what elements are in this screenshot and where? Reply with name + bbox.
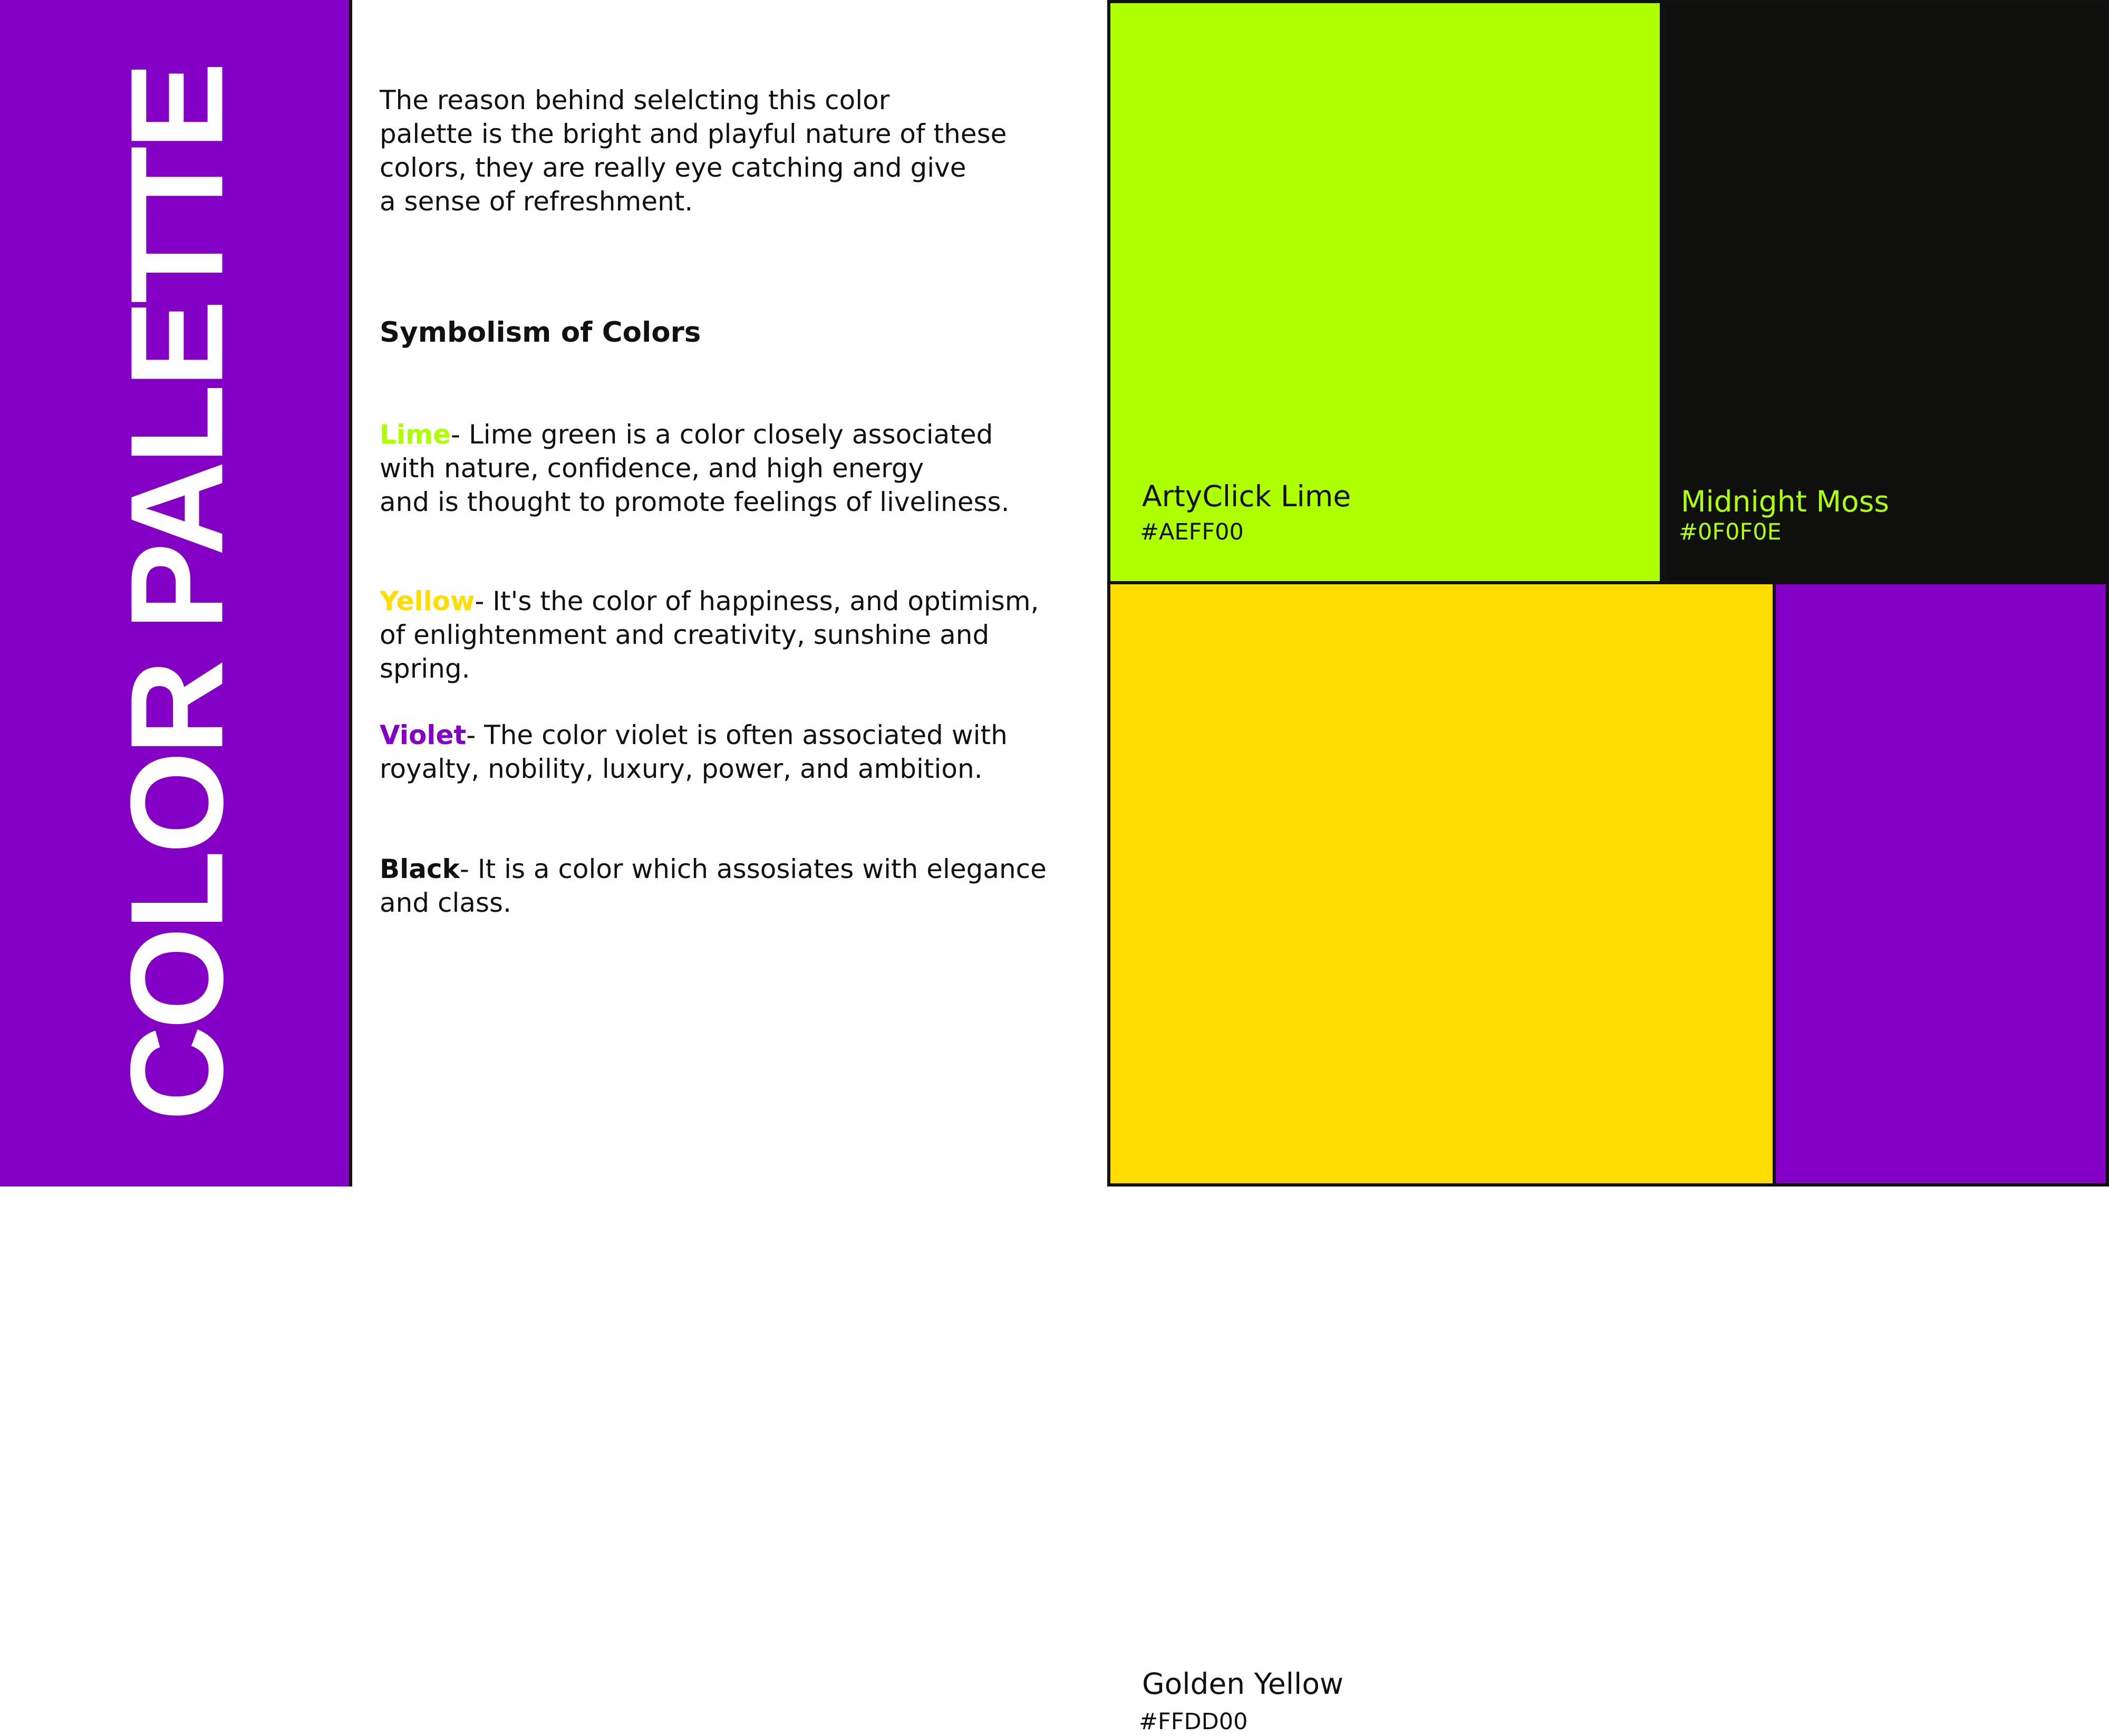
description-panel [352,0,1107,1187]
swatch-french-violet [1773,581,2109,1735]
symbolism-violet [380,684,1086,786]
sidebar-panel [0,0,352,1187]
symbol-name-black: Black [380,854,460,884]
swatch-midnight-moss [1663,0,2109,584]
symbol-name-violet: Violet [380,720,467,750]
swatch-name-french-violet: French Violet [1798,1667,1986,1701]
symbolism-lime [380,384,1086,519]
page-title: COLOR PALETTE [103,65,250,1121]
symbol-name-yellow: Yellow [380,586,475,616]
symbol-name-lime: Lime [380,419,451,450]
swatch-name-artyclick-lime: ArtyClick Lime [1142,479,1351,513]
symbol-text-lime: - Lime green is a color closely associated with nature, confidence, and high energy and is thought to promote feelings of liveliness. [380,419,1010,517]
swatch-artyclick-lime [1107,0,1663,584]
swatch-golden-yellow [1107,581,1776,1735]
swatch-code-french-violet: #8300C4 [1795,1709,1902,1735]
symbolism-yellow [380,551,1086,686]
swatch-code-midnight-moss: #0F0F0E [1679,519,1782,545]
swatch-name-golden-yellow: Golden Yellow [1142,1667,1343,1701]
swatch-code-golden-yellow: #FFDD00 [1139,1709,1248,1735]
intro-paragraph: The reason behind selelcting this color palette is the bright and playful nature of these colors, they are really eye catching and give a sense of refreshment. [380,85,1007,217]
swatch-code-artyclick-lime: #AEFF00 [1140,519,1244,545]
symbol-text-black: - It is a color which assosiates with elegance and class. [380,854,1047,918]
symbolism-black [380,818,1086,920]
symbolism-heading: Symbolism of Colors [380,316,701,349]
symbol-text-yellow: - It's the color of happiness, and optimism, of enlightenment and creativity, sunshine and spring. [380,586,1039,684]
symbol-text-violet: - The color violet is often associated with royalty, nobility, luxury, power, and ambition. [380,720,1008,784]
swatch-name-midnight-moss: Midnight Moss [1681,485,1890,518]
